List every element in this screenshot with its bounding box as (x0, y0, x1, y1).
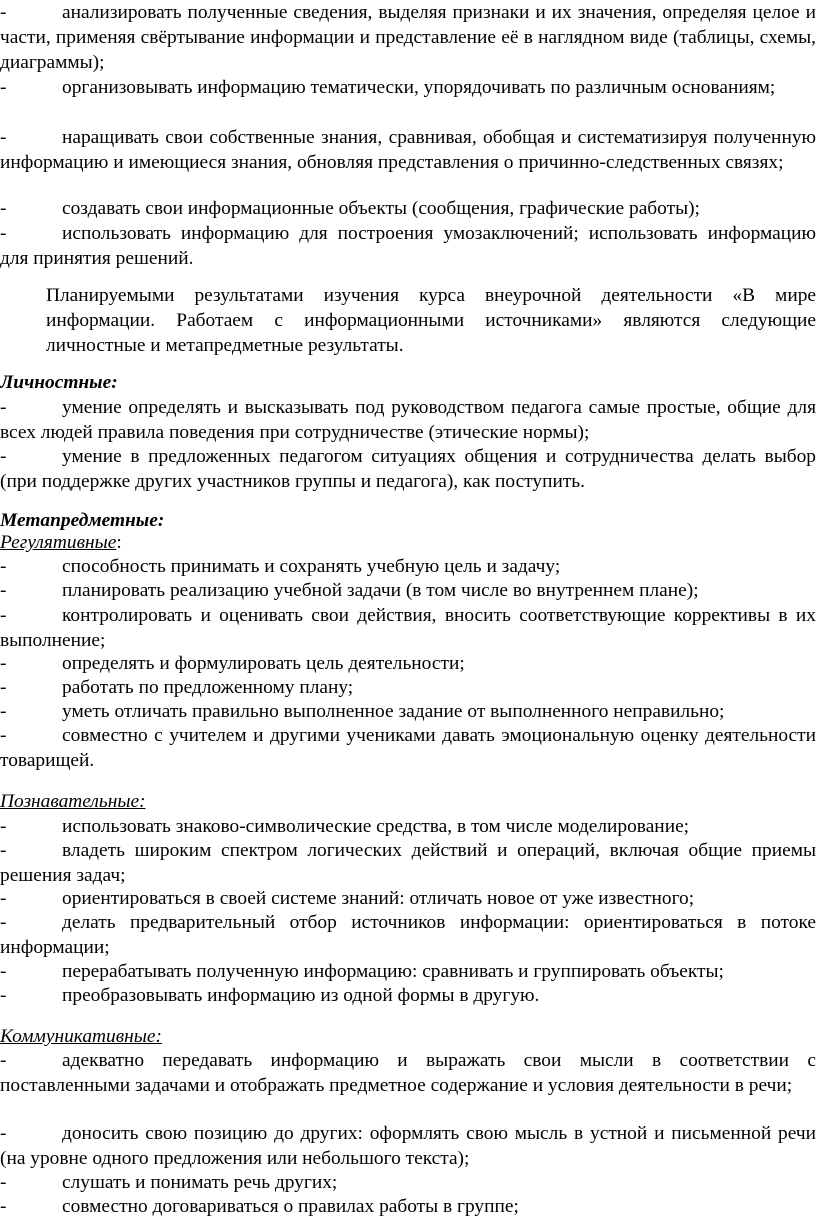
bullet-dash: - (0, 580, 7, 601)
list-item: - преобразовывать информацию из одной формы в другую. (0, 985, 540, 1006)
bullet-dash: - (0, 985, 7, 1006)
list-item: - адекватно передавать информацию и выражать свои мысли в соответствии с поставленными задачами и отображать предметное содержание и условия деятельности в речи; (0, 1050, 816, 1096)
list-item: - работать по предложенному плану; (0, 677, 354, 698)
list-item: - способность принимать и сохранять учебную цель и задачу; (0, 556, 561, 577)
cognitive-heading: Познавательные: (0, 791, 146, 812)
regulatory-heading: Регулятивные: (0, 532, 122, 553)
list-item: - уметь отличать правильно выполненное задание от выполненного неправильно; (0, 701, 725, 722)
bullet-dash: - (0, 556, 7, 577)
bullet-dash: - (0, 888, 7, 909)
bullet-dash: - (0, 77, 7, 98)
bullet-dash: - (0, 605, 7, 626)
bullet-dash: - (0, 198, 7, 219)
bullet-dash: - (0, 397, 7, 418)
communicative-heading: Коммуникативные: (0, 1026, 162, 1047)
personal-heading: Личностные: (0, 372, 118, 393)
list-item: - делать предварительный отбор источников информации: ориентироваться в потоке информации; (0, 912, 816, 958)
bullet-dash: - (0, 1123, 7, 1144)
list-item: - слушать и понимать речь других; (0, 1172, 338, 1193)
list-item: - наращивать свои собственные знания, сравнивая, обобщая и систематизируя полученную информацию и имеющиеся знания, обновляя представления о причинно-следственных связях; (0, 127, 816, 173)
list-item: - использовать информацию для построения умозаключений; использовать информацию для принятия решений. (0, 223, 816, 269)
bullet-dash: - (0, 816, 7, 837)
list-item: - ориентироваться в своей системе знаний: отличать новое от уже известного; (0, 888, 695, 909)
bullet-dash: - (0, 725, 7, 746)
list-item: - совместно с учителем и другими учениками давать эмоциональную оценку деятельности товарищей. (0, 725, 816, 771)
list-item: - контролировать и оценивать свои действия, вносить соответствующие коррективы в их выполнение; (0, 605, 816, 651)
list-item: - создавать свои информационные объекты (сообщения, графические работы); (0, 198, 700, 219)
bullet-dash: - (0, 127, 7, 148)
list-item: - совместно договариваться о правилах работы в группе; (0, 1196, 519, 1217)
list-item: - перерабатывать полученную информацию: сравнивать и группировать объекты; (0, 961, 724, 982)
list-item: - анализировать полученные сведения, выделяя признаки и их значения, определяя целое и части, применяя свёртывание информации и представление её в наглядном виде (таблицы, схемы, диаграммы); (0, 2, 816, 73)
bullet-dash: - (0, 912, 7, 933)
bullet-dash: - (0, 223, 7, 244)
bullet-dash: - (0, 446, 7, 467)
bullet-dash: - (0, 1050, 7, 1071)
bullet-dash: - (0, 677, 7, 698)
bullet-dash: - (0, 961, 7, 982)
list-item: - доносить свою позицию до других: оформлять свою мысль в устной и письменной речи (на уровне одного предложения или небольшого текста); (0, 1123, 816, 1169)
list-item: - использовать знаково-символические средства, в том числе моделирование; (0, 816, 690, 837)
list-item: - владеть широким спектром логических действий и операций, включая общие приемы решения задач; (0, 840, 816, 886)
bullet-dash: - (0, 1196, 7, 1217)
intro-paragraph: Планируемыми результатами изучения курса внеурочной деятельности «В мире информации. Работаем с информационными источниками» являются следующие личностные и метапредметные результаты. (46, 285, 816, 356)
bullet-dash: - (0, 1172, 7, 1193)
bullet-dash: - (0, 840, 7, 861)
list-item: - умение определять и высказывать под руководством педагога самые простые, общие для всех людей правила поведения при сотрудничестве (этические нормы); (0, 397, 816, 443)
bullet-dash: - (0, 701, 7, 722)
meta-heading: Метапредметные: (0, 510, 165, 531)
list-item: - определять и формулировать цель деятельности; (0, 653, 465, 674)
bullet-dash: - (0, 653, 7, 674)
bullet-dash: - (0, 2, 7, 23)
list-item: - планировать реализацию учебной задачи (в том числе во внутреннем плане); (0, 580, 699, 601)
list-item: - организовывать информацию тематически, упорядочивать по различным основаниям; (0, 77, 776, 98)
list-item: - умение в предложенных педагогом ситуациях общения и сотрудничества делать выбор (при поддержке других участников группы и педагога), как поступить. (0, 446, 816, 492)
